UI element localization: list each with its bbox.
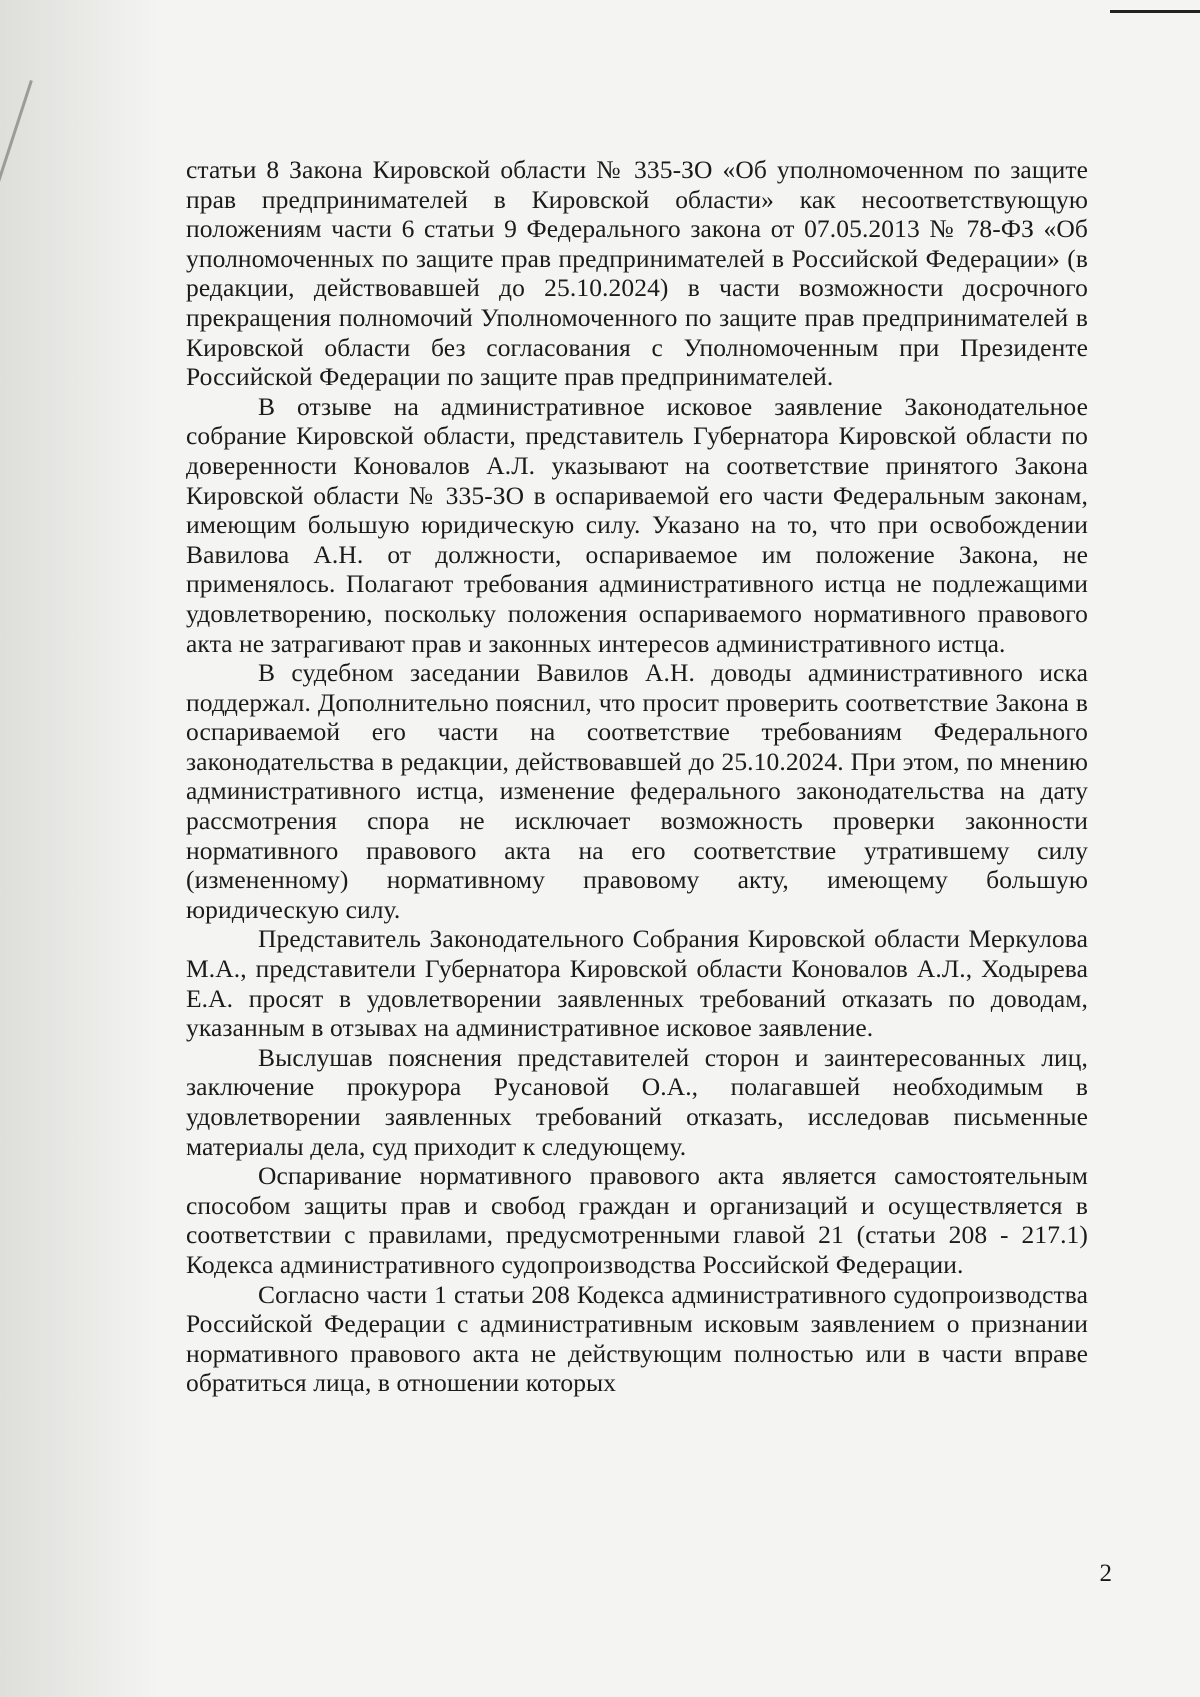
- paragraph-representatives: Представитель Законодательного Собрания Кировской области Меркулова М.А., представители Губернатора Кировской области Коновалов А.Л., Ходырева Е.А. просят в удовлетворении заявленных требований отказать по доводам, указанным в отзывах на административное исковое заявление.: [186, 924, 1088, 1043]
- document-body: [186, 155, 1088, 1398]
- scan-shadow-edge: [0, 0, 160, 1697]
- paragraph-continuation: статьи 8 Закона Кировской области № 335-ЗО «Об уполномоченном по защите прав предпринимателей в Кировской области» как несоответствующую положениям части 6 статьи 9 Федерального закона от 07.05.2013 № 78-ФЗ «Об уполномоченных по защите прав предпринимателей в Российской Федерации» (в редакции, действовавшей до 25.10.2024) в части возможности досрочного прекращения полномочий Уполномоченного по защите прав предпринимателей в Кировской области без согласования с Уполномоченным при Президенте Российской Федерации по защите прав предпринимателей.: [186, 155, 1088, 392]
- top-right-rule: [1110, 10, 1200, 13]
- paragraph-having-heard: Выслушав пояснения представителей сторон и заинтересованных лиц, заключение прокурора Русановой О.А., полагавшей необходимым в удовлетворении заявленных требований отказать, исследовав письменные материалы дела, суд приходит к следующему.: [186, 1042, 1088, 1161]
- paragraph-article-208: Согласно части 1 статьи 208 Кодекса административного судопроизводства Российской Федерации с административным исковым заявлением о признании нормативного правового акта не действующим полностью или в части вправе обратиться лица, в отношении которых: [186, 1279, 1088, 1398]
- paragraph-challenging-act: Оспаривание нормативного правового акта является самостоятельным способом защиты прав и свобод граждан и организаций и осуществляется в соответствии с правилами, предусмотренными главой 21 (статьи 208 - 217.1) Кодекса административного судопроизводства Российской Федерации.: [186, 1161, 1088, 1279]
- page-number: 2: [1099, 1560, 1112, 1587]
- paragraph-review-response: В отзыве на административное исковое заявление Законодательное собрание Кировской области, представитель Губернатора Кировской области по доверенности Коновалов А.Л. указывают на соответствие принятого Закона Кировской области № 335-ЗО в оспариваемой его части Федеральным законам, имеющим большую юридическую силу. Указано на то, что при освобождении Вавилова А.Н. от должности, оспариваемое им положение Закона, не применялось. Полагают требования административного истца не подлежащими удовлетворению, поскольку положения оспариваемого нормативного правового акта не затрагивают прав и законных интересов административного истца.: [186, 391, 1088, 658]
- paragraph-court-hearing: В судебном заседании Вавилов А.Н. доводы административного иска поддержал. Дополнительно пояснил, что просит проверить соответствие Закона в оспариваемой его части на соответствие требованиям Федерального законодательства в редакции, действовавшей до 25.10.2024. При этом, по мнению административного истца, изменение федерального законодательства на дату рассмотрения спора не исключает возможность проверки законности нормативного правового акта на его соответствие утратившему силу (измененному) нормативному правовому акту, имеющему большую юридическую силу.: [186, 658, 1088, 924]
